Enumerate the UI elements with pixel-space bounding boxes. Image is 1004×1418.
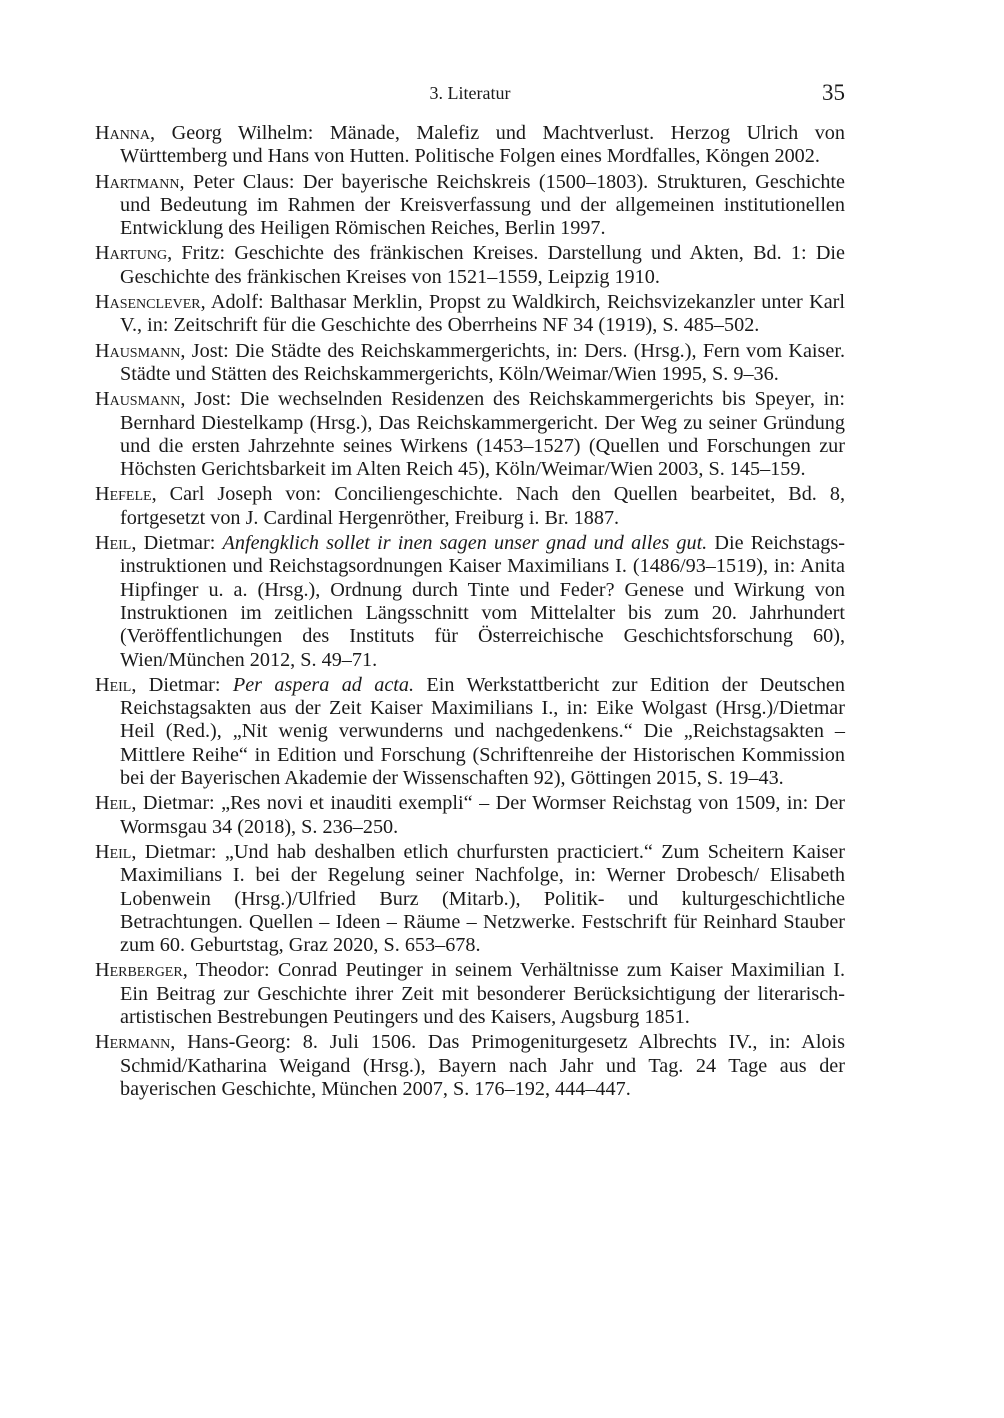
bibliography-entry <box>95 388 845 481</box>
entry-text: , Jost: Die wechselnden Residenzen des Reichskammergerichts bis Speyer, in: Bernhard Diestelkamp (Hrsg.), Das Reichskammergericht. Der Weg zu seiner Gründung und die ersten Jahrzehnte seines Wirkens (1453–1527) (Quellen und Forschungen zur Höchsten Gerichtsbarkeit im Alten Reich 45), Köln/Weimar/Wien 2003, S. 145–159. <box>120 388 845 481</box>
entry-author: Hausmann <box>95 388 181 411</box>
entry-author: Hartung <box>95 242 168 265</box>
bibliography-entry <box>95 532 845 672</box>
entry-italic-title: Anfengklich sollet ir inen sagen unser gnad und alles gut. <box>222 532 708 555</box>
bibliography-entry <box>95 291 845 338</box>
entry-author: Hartmann <box>95 170 180 193</box>
bibliography-entry <box>95 340 845 387</box>
entry-italic-title: Per aspera ad acta. <box>232 673 415 696</box>
entry-text: , Hans-Georg: 8. Juli 1506. Das Primogeniturgesetz Albrechts IV., in: Alois Schmid/Katharina Weigand (Hrsg.), Bayern nach Jahr und Tag. 24 Tage aus der bayerischen Geschichte, München 2007, S. 176–192, 444–447. <box>120 1031 845 1100</box>
entry-text: , Peter Claus: Der bayerische Reichskreis (1500–1803). Strukturen, Geschichte und Bedeutung im Rahmen der Kreisverfassung und der allgemeinen institutionellen Entwicklung des Heiligen Römischen Reiches, Berlin 1997. <box>120 170 845 240</box>
entry-author: Hefele <box>95 483 152 506</box>
bibliography-entry <box>95 674 845 790</box>
entry-author: Hanna <box>95 122 151 144</box>
entry-author: Heil <box>95 673 132 696</box>
bibliography-entry <box>95 122 845 169</box>
entry-text: , Fritz: Geschichte des fränkischen Kreises. Darstellung und Akten, Bd. 1: Die Geschichte des fränkischen Kreises von 1521–1559, Leipzig 1910. <box>120 242 845 288</box>
entry-text-prefix: , Dietmar: <box>131 532 223 555</box>
page-number: 35 <box>822 80 845 105</box>
running-head: 3. Literatur <box>429 83 511 103</box>
entry-text: , Dietmar: „Res novi et inauditi exempli“ – Der Wormser Reichstag von 1509, in: Der Wormsgau 34 (2018), S. 236–250. <box>120 792 845 838</box>
bibliography-entry <box>95 959 845 1029</box>
bibliography-entry <box>95 171 845 241</box>
entry-text: Die Reichstagsinstruktionen und Reichstagsordnungen Kaiser Maximilians I. (1486/93–1519), in: Anita Hipfinger u. a. (Hrsg.), Ordnung durch Tinte und Feder? Genese und Wirkung von Instruktionen im zeitlichen Längsschnitt vom Mittelalter bis zum 20. Jahrhundert (Veröffentlichungen des Instituts für Österreichische Geschichtsforschung 60), Wien/München 2012, S. 49–71. <box>120 532 845 671</box>
entry-text: , Adolf: Balthasar Merklin, Propst zu Waldkirch, Reichsvizekanzler unter Karl V., in: Zeitschrift für die Geschichte des Oberrheins NF 34 (1919), S. 485–502. <box>120 291 845 337</box>
entry-author: Herberger <box>95 959 183 982</box>
bibliography-entry <box>95 841 845 957</box>
entry-author: Heil <box>95 792 132 815</box>
entry-text: , Carl Joseph von: Conciliengeschichte. Nach den Quellen bearbeitet, Bd. 8, fortgesetzt von J. Cardinal Hergenröther, Freiburg i. Br. 1887. <box>120 483 845 529</box>
entry-author: Hasenclever <box>95 291 201 314</box>
bibliography-entry <box>95 792 845 839</box>
bibliography-entry <box>95 483 845 530</box>
bibliography-entry <box>95 1031 845 1101</box>
bibliography-list <box>95 122 845 1103</box>
bibliography-entry <box>95 242 845 289</box>
entry-text: Ein Werkstattbericht zur Edition der Deutschen Reichstagsakten aus der Zeit Kaiser Maximilians I., in: Eike Wolgast (Hrsg.)/Dietmar Heil (Red.), „Nit wenig verwunderns und nachgedenkens.“ Die „Reichstagsakten – Mittlere Reihe“ in Edition und Forschung (Schriftenreihe der Historischen Kommission bei der Bayerischen Akademie der Wissenschaften 92), Göttingen 2015, S. 19–43. <box>120 673 845 790</box>
entry-text: , Jost: Die Städte des Reichskammergerichts, in: Ders. (Hrsg.), Fern vom Kaiser. Städte und Stätten des Reichskammergerichts, Köln/Weimar/Wien 1995, S. 9–36. <box>120 339 845 385</box>
entry-author: Heil <box>95 532 132 555</box>
entry-text: , Dietmar: „Und hab deshalben etlich churfursten practiciert.“ Zum Scheitern Kaiser Maximilians I. bei der Regelung seiner Nachfolge, in: Werner Drobesch/ Elisabeth Lobenwein (Hrsg.)/Ulfried Burz (Mitarb.), Politik- und kulturgeschichtliche Betrachtungen. Quellen – Ideen – Räume – Netzwerke. Festschrift für Reinhard Stauber zum 60. Geburtstag, Graz 2020, S. 653–678. <box>120 840 845 957</box>
entry-text: , Georg Wilhelm: Mänade, Malefiz und Machtverlust. Herzog Ulrich von Württemberg und Hans von Hutten. Politische Folgen eines Mordfalles, Köngen 2002. <box>120 122 845 168</box>
page-header <box>95 80 845 110</box>
entry-text-prefix: , Dietmar: <box>131 673 233 696</box>
entry-text: , Theodor: Conrad Peutinger in seinem Verhältnisse zum Kaiser Maximilian I. Ein Beitrag zur Geschichte ihrer Zeit mit besonderer Berücksichtigung der literarisch-artistischen Bestrebungen Peutingers und des Kaisers, Augsburg 1851. <box>120 959 845 1028</box>
entry-author: Hermann <box>95 1031 171 1054</box>
entry-author: Hausmann <box>95 339 181 362</box>
entry-author: Heil <box>95 840 132 863</box>
